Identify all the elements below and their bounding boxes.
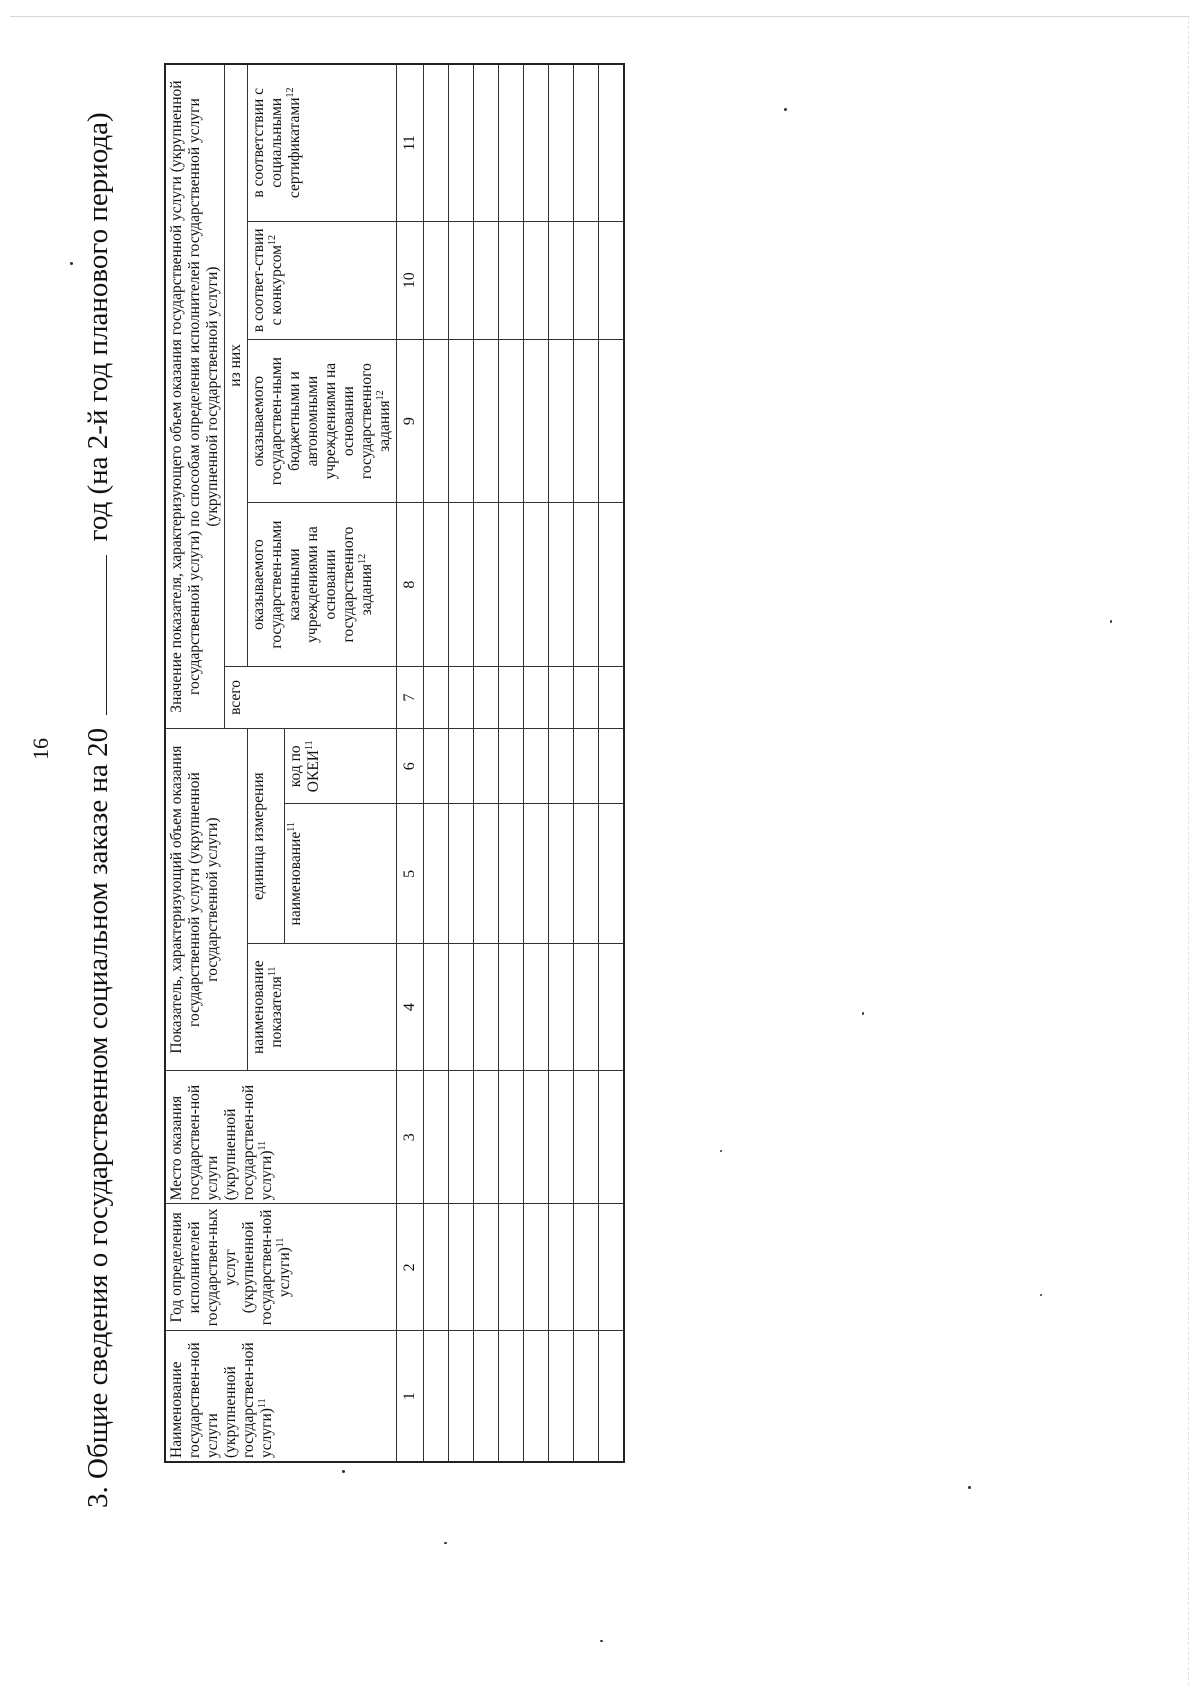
header-year: Год определения исполнителей государствен-ных услуг (укрупненной государствен-ной услуги)$^{11}$ [165, 1204, 397, 1331]
scan-speck [444, 1542, 447, 1544]
scan-speck [784, 108, 787, 111]
column-number: 10 [397, 221, 424, 339]
header-unit-group: единица измерения [248, 729, 285, 944]
header-of-them: из них [225, 64, 248, 666]
column-number: 9 [397, 339, 424, 502]
scan-speck [862, 1012, 864, 1015]
table-row [474, 64, 499, 1462]
header-budget-autonomous: оказываемого государствен-ными бюджетными и автономными учреждениями на основании государственного задания$^{12}$ [248, 339, 397, 502]
table-row [574, 64, 599, 1462]
table-row [449, 64, 474, 1462]
table-row [599, 64, 625, 1462]
social-order-table [164, 63, 625, 1463]
column-number: 2 [397, 1204, 424, 1331]
scan-speck [1110, 620, 1112, 623]
table-row [424, 64, 449, 1462]
year-blank-line [84, 555, 107, 715]
header-social-certificates: в соответствии с социальными сертификатами$^{12}$ [248, 64, 397, 221]
scan-speck [70, 262, 73, 265]
header-value-group: Значение показателя, характеризующего объем оказания государственной услуги (укрупненной государственной услуги) по способам определения исполнителей государственной услуги (укрупненной государственной услуги) [165, 64, 225, 729]
column-number: 6 [397, 729, 424, 804]
header-competition: в соответ-ствии с конкурсом$^{12}$ [248, 221, 397, 339]
section-heading [82, 38, 115, 1508]
table-row [549, 64, 574, 1462]
column-number: 11 [397, 64, 424, 221]
header-place: Место оказания государствен-ной услуги (укрупненной государствен-ной услуги)$^{11}$ [165, 1071, 397, 1204]
scan-speck [342, 1470, 345, 1473]
column-number: 7 [397, 666, 424, 728]
heading-suffix: год (на 2-й год планового периода) [82, 112, 114, 542]
scan-speck [968, 1486, 971, 1489]
table-row [524, 64, 549, 1462]
table-row [499, 64, 524, 1462]
header-total: всего [225, 666, 397, 728]
page-number: 16 [28, 738, 53, 760]
column-number: 8 [397, 503, 424, 666]
column-number: 1 [397, 1331, 424, 1462]
header-state-treasury: оказываемого государствен-ными казенными учреждениями на основании государственного задания$^{12}$ [248, 503, 397, 666]
header-indicator-group: Показатель, характеризующий объем оказания государственной услуги (укрупненной государственной услуги) [165, 729, 248, 1071]
scan-speck [600, 1640, 603, 1642]
header-okei-code: код по ОКЕИ$^{11}$ [285, 729, 397, 804]
column-number: 3 [397, 1071, 424, 1204]
column-number: 5 [397, 804, 424, 944]
scan-speck [1040, 1294, 1042, 1296]
header-service-name: Наименование государствен-ной услуги (укрупненной государствен-ной услуги)$^{11}$ [165, 1331, 397, 1462]
column-numbers-row [397, 64, 424, 1462]
column-number: 4 [397, 944, 424, 1071]
header-unit-name: наименование$^{11}$ [285, 804, 397, 944]
header-indicator-name: наименование показателя$^{11}$ [248, 944, 397, 1071]
heading-prefix: 3. Общие сведения о государственном социальном заказе на 20 [82, 727, 114, 1508]
scan-speck [720, 1150, 722, 1152]
